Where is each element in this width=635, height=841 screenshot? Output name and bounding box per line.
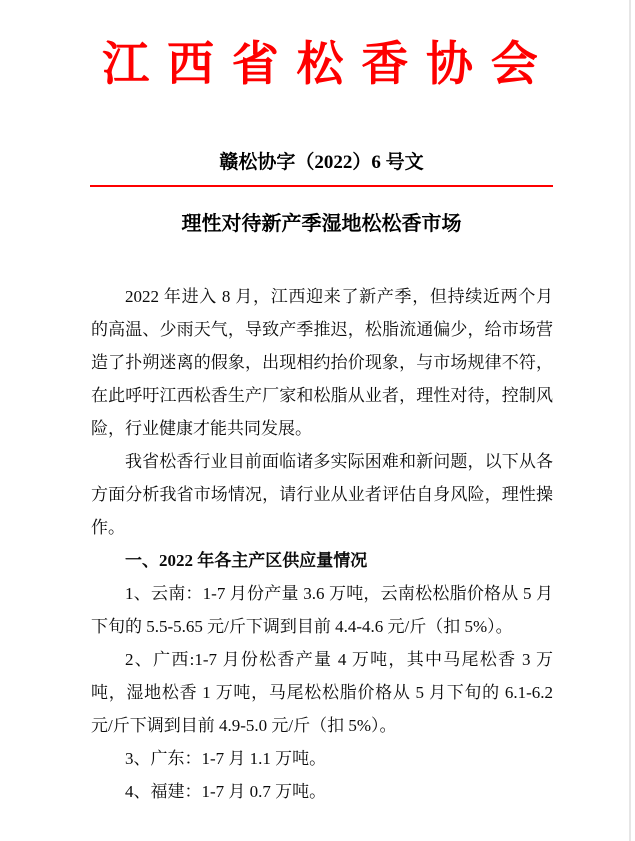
organization-title: 江 西 省 松 香 协 会 bbox=[102, 39, 541, 91]
list-item-guangxi: 2、广西:1-7 月份松香产量 4 万吨，其中马尾松香 3 万吨，湿地松香 1 万吨，马尾松松脂价格从 5 月下旬的 6.1-6.2 元/斤下调到目前 4.9-5.0 元/斤（扣 5%）。 bbox=[91, 650, 553, 735]
section-heading-supply: 一、2022 年各主产区供应量情况 bbox=[125, 551, 368, 570]
document-body bbox=[91, 280, 553, 808]
intro-paragraph-2: 我省松香行业目前面临诸多实际困难和新问题，以下从各方面分析我省市场情况，请行业从业者评估自身风险，理性操作。 bbox=[91, 452, 553, 537]
red-divider-line bbox=[90, 185, 553, 187]
list-item-guangdong: 3、广东：1-7 月 1.1 万吨。 bbox=[125, 749, 327, 768]
page-edge-right bbox=[629, 0, 631, 841]
list-item-yunnan: 1、云南：1-7 月份产量 3.6 万吨，云南松松脂价格从 5 月下旬的 5.5-5.65 元/斤下调到目前 4.4-4.6 元/斤（扣 5%）。 bbox=[91, 584, 553, 636]
document-title: 理性对待新产季湿地松松香市场 bbox=[181, 213, 462, 235]
intro-paragraph-1: 2022 年进入 8 月，江西迎来了新产季，但持续近两个月的高温、少雨天气，导致产季推迟，松脂流通偏少，给市场营造了扑朔迷离的假象，出现相约抬价现象，与市场规律不符，在此呼吁江西松香生产厂家和松脂从业者，理性对待，控制风险，行业健康才能共同发展。 bbox=[91, 287, 553, 438]
list-item-fujian: 4、福建：1-7 月 0.7 万吨。 bbox=[125, 782, 327, 801]
document-number: 赣松协字（2022）6 号文 bbox=[219, 152, 424, 173]
